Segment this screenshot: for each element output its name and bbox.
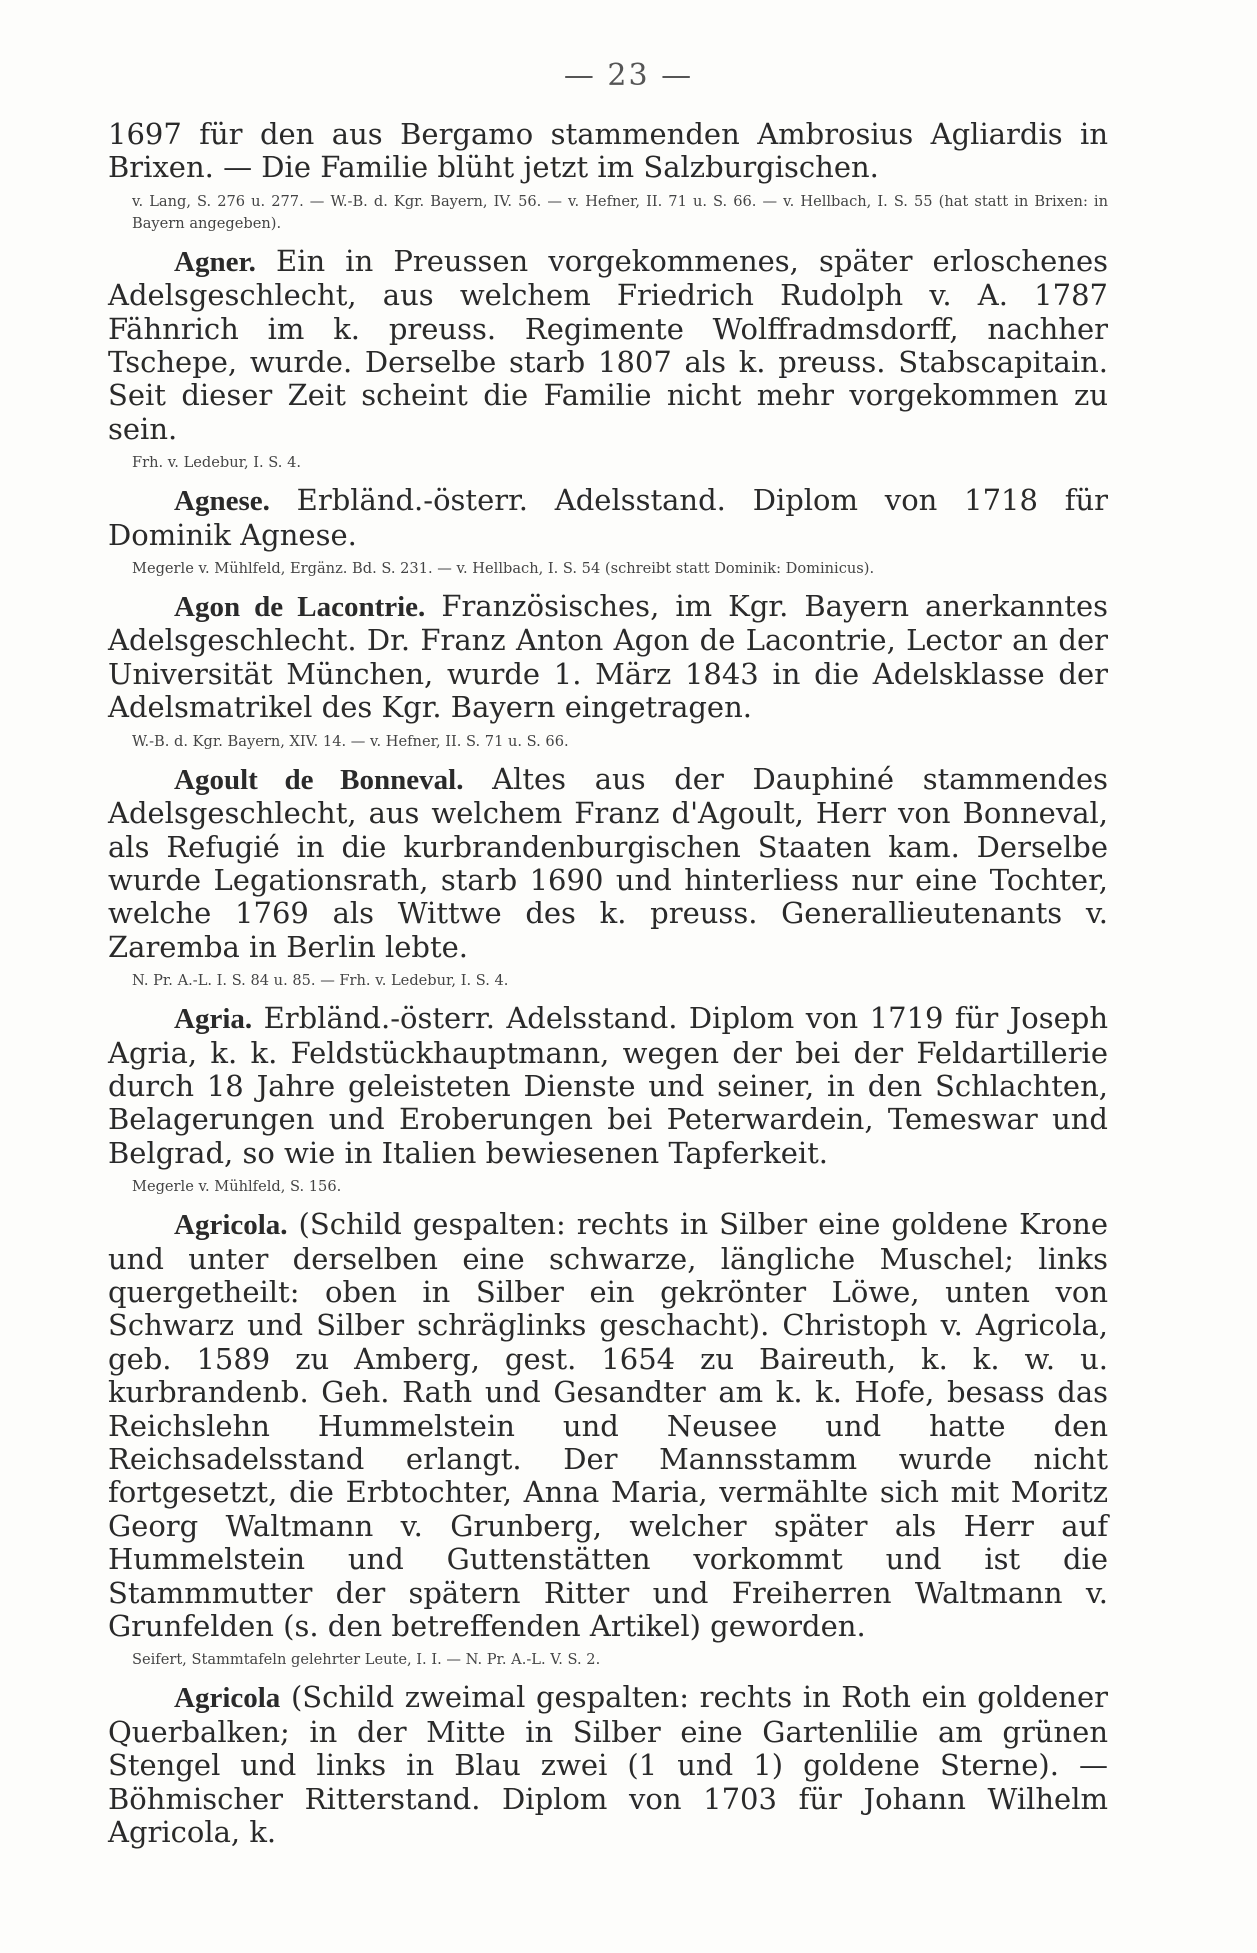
entry-continuation (108, 118, 1108, 185)
entry-text: Ein in Preussen vorgekommenes, später erloschenes Adelsgeschlecht, aus welchem Friedrich Rudolph v. A. 1787 Fähnrich im k. preuss. Regimente Wolffradmsdorff, nachher Tschepe, wurde. Derselbe starb 1807 als k. preuss. Stabscapitain. Seit dieser Zeit scheint die Familie nicht mehr vorgekommen zu sein. (108, 243, 1108, 446)
entry-agricola-2 (108, 1681, 1108, 1849)
entry-agria (108, 1002, 1108, 1170)
entry-agricola-1 (108, 1208, 1108, 1643)
entry-agnese (108, 484, 1108, 552)
entry-text: 1697 für den aus Bergamo stammenden Ambrosius Agliardis in Brixen. — Die Familie blüht jetzt im Salzburgischen. (108, 117, 1108, 185)
entry-heading: Agner. (174, 245, 256, 278)
page-number: — 23 — (563, 58, 694, 93)
entry-text: Altes aus der Dauphiné stammendes Adelsgeschlecht, aus welchem Franz d'Agoult, Herr von Bonneval, als Refugié in die kurbrandenburgischen Staaten kam. Derselbe wurde Legationsrath, starb 1690 und hinterliess nur eine Tochter, welche 1769 als Wittwe des k. preuss. Generallieutenants v. Zaremba in Berlin lebte. (108, 761, 1108, 964)
entry-text: Erbländ.-österr. Adelsstand. Diplom von 1719 für Joseph Agria, k. k. Feldstückhauptmann, wegen der bei der Feldartillerie durch 18 Jahre geleisteten Dienste und seiner, in den Schlachten, Belagerungen und Eroberungen bei Peterwardein, Temeswar und Belgrad, so wie in Italien bewiesenen Tapferkeit. (108, 1001, 1109, 1170)
entry-agon-de-lacontrie (108, 590, 1108, 725)
entry-heading: Agricola. (174, 1209, 288, 1242)
entry-agner (108, 245, 1108, 446)
entry-reference: Seifert, Stammtafeln gelehrter Leute, I. I. — N. Pr. A.-L. V. S. 2. (132, 1651, 601, 1669)
entry-reference: Frh. v. Ledebur, I. S. 4. (132, 454, 301, 472)
entry-heading: Agricola (174, 1682, 281, 1715)
body-text (108, 118, 1108, 1855)
entry-agoult-de-bonneval (108, 763, 1108, 964)
entry-text: (Schild gespalten: rechts in Silber eine goldene Krone und unter derselben eine schwarze, längliche Muschel; links quergetheilt: oben in Silber ein gekrönter Löwe, unten von Schwarz und Silber schräglinks geschacht). Christoph v. Agricola, geb. 1589 zu Amberg, gest. 1654 zu Baireuth, k. k. w. u. kurbrandenb. Geh. Rath und Gesandter am k. k. Hofe, besass das Reichslehn Hummelstein und Neusee und hatte den Reichsadelsstand erlangt. Der Mannsstamm wurde nicht fortgesetzt, die Erbtochter, Anna Maria, vermählte sich mit Moritz Georg Waltmann v. Grunberg, welcher später als Herr auf Hummelstein und Guttenstätten vorkommt und ist die Stammmutter der spätern Ritter und Freiherren Waltmann v. Grunfelden (s. den betreffenden Artikel) geworden. (108, 1207, 1108, 1644)
entry-reference: Megerle v. Mühlfeld, S. 156. (132, 1178, 342, 1196)
entry-reference: W.-B. d. Kgr. Bayern, XIV. 14. — v. Hefner, II. S. 71 u. S. 66. (132, 732, 569, 750)
entry-heading: Agon de Lacontrie. (174, 591, 426, 624)
entry-text: Französisches, im Kgr. Bayern anerkanntes Adelsgeschlecht. Dr. Franz Anton Agon de Lacontrie, Lector an der Universität München, wurde 1. März 1843 in die Adelsklasse der Adelsmatrikel des Kgr. Bayern eingetragen. (108, 589, 1109, 725)
entry-reference: N. Pr. A.-L. I. S. 84 u. 85. — Frh. v. Ledebur, I. S. 4. (132, 972, 509, 990)
entry-heading: Agoult de Bonneval. (174, 763, 464, 796)
entry-text: (Schild zweimal gespalten: rechts in Roth ein goldener Querbalken; in der Mitte in Silber eine Gartenlilie am grünen Stengel und links in Blau zwei (1 und 1) goldene Sterne). — Böhmischer Ritterstand. Diplom von 1703 für Johann Wilhelm Agricola, k. (108, 1680, 1108, 1850)
entry-text: Erbländ.-österr. Adelsstand. Diplom von 1718 für Dominik Agnese. (108, 483, 1108, 552)
entry-heading: Agnese. (174, 485, 270, 518)
entry-reference: Megerle v. Mühlfeld, Ergänz. Bd. S. 231. — v. Hellbach, I. S. 54 (schreibt statt Dominik: Dominicus). (132, 560, 875, 578)
entry-heading: Agria. (174, 1003, 253, 1036)
entry-reference: v. Lang, S. 276 u. 277. — W.-B. d. Kgr. Bayern, IV. 56. — v. Hefner, II. 71 u. S. 66. — v. Hellbach, I. S. 55 (hat statt in Brixen: in Bayern angegeben). (132, 192, 1108, 232)
